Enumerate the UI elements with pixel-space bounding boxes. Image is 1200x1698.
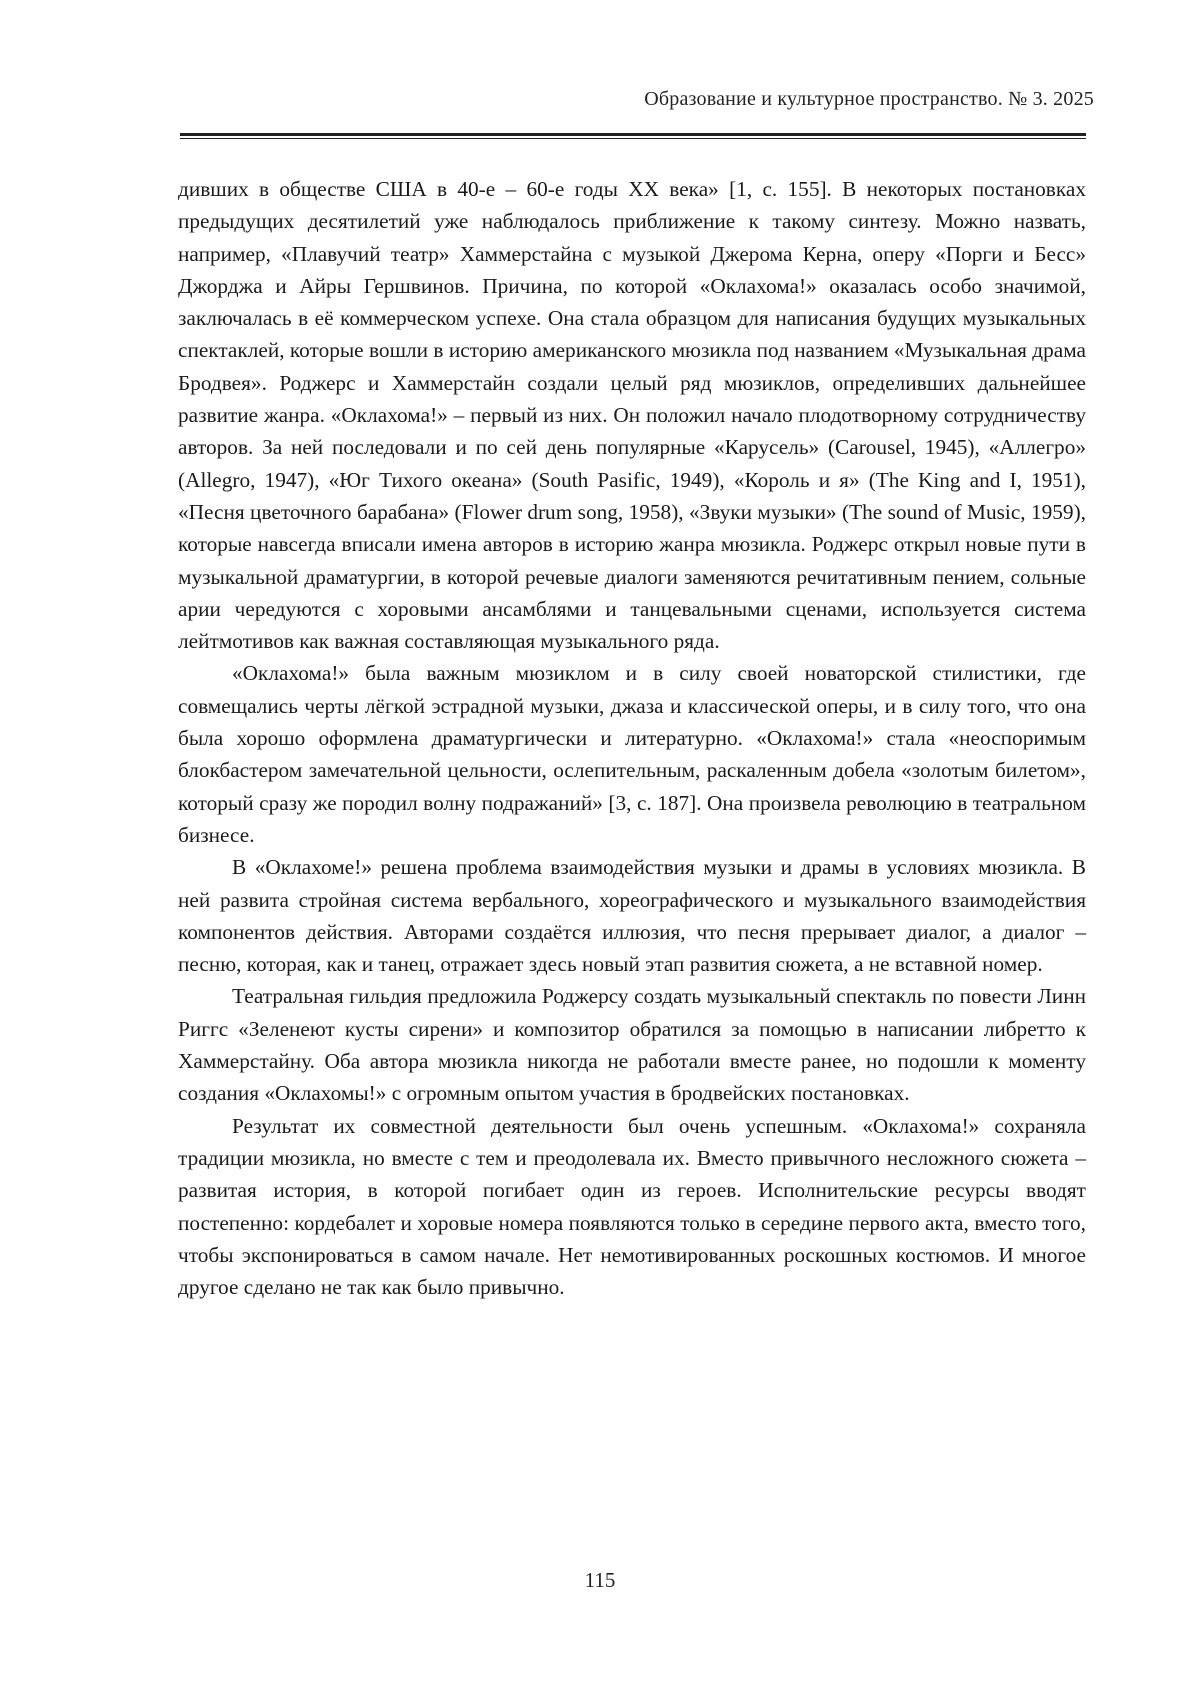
running-head: Образование и культурное пространство. № 3. 2025 bbox=[644, 88, 1094, 110]
paragraph-continuation: дивших в обществе США в 40-е – 60-е годы XX века» [1, с. 155]. В некоторых постановках предыдущих десятилетий уже наблюдалось приближение к такому синтезу. Можно назвать, например, «Плавучий театр» Хаммерстайна с музыкой Джерома Керна, оперу «Порги и Бесс» Джорджа и Айры Гершвинов. Причина, по которой «Оклахома!» оказалась особо значимой, заключалась в её коммерческом успехе. Она стала образцом для написания будущих музыкальных спектаклей, которые вошли в историю американского мюзикла под названием «Музыкальная драма Бродвея». Роджерс и Хаммерстайн создали целый ряд мюзиклов, определивших дальнейшее развитие жанра. «Оклахома!» – первый из них. Он положил начало плодотворному сотрудничеству авторов. За ней последовали и по сей день популярные «Карусель» (Carousel, 1945), «Аллегро» (Allegro, 1947), «Юг Тихого океана» (South Pasific, 1949), «Король и я» (The King and I, 1951), «Песня цветочного барабана» (Flower drum song, 1958), «Звуки музыки» (The sound of Music, 1959), которые навсегда вписали имена авторов в историю жанра мюзикла. Роджерс открыл новые пути в музыкальной драматургии, в которой речевые диалоги заменяются речитативным пением, сольные арии чередуются с хоровыми ансамблями и танцевальными сценами, используется система лейтмотивов как важная составляющая музыкального ряда. bbox=[178, 177, 1086, 654]
header-rule-thick bbox=[180, 133, 1086, 136]
header-rule-thin bbox=[180, 138, 1086, 139]
paragraph: Результат их совместной деятельности был очень успешным. «Оклахома!» сохраняла традиции мюзикла, но вместе с тем и преодолевала их. Вместо привычного несложного сюжета – развитая история, в которой погибает один из героев. Исполнительские ресурсы вводят постепенно: кордебалет и хоровые номера появляются только в середине первого акта, вместо того, чтобы экспонироваться в самом начале. Нет немотивированных роскошных костюмов. И многое другое сделано не так как было привычно. bbox=[178, 1113, 1086, 1300]
paragraph: Театральная гильдия предложила Роджерсу создать музыкальный спектакль по повести Линн Риггс «Зеленеют кусты сирени» и композитор обратился за помощью в написании либретто к Хаммерстайну. Оба автора мюзикла никогда не работали вместе ранее, но подошли к моменту создания «Оклахомы!» с огромным опытом участия в бродвейских постановках. bbox=[178, 984, 1086, 1106]
article-body bbox=[178, 173, 1086, 1303]
paragraph: «Оклахома!» была важным мюзиклом и в силу своей новаторской стилистики, где совмещались черты лёгкой эстрадной музыки, джаза и классической оперы, и в силу того, что она была хорошо оформлена драматургически и литературно. «Оклахома!» стала «неоспоримым блокбастером замечательной цельности, ослепительным, раскаленным добела «золотым билетом», который сразу же породил волну подражаний» [3, с. 187]. Она произвела революцию в театральном бизнесе. bbox=[178, 661, 1086, 847]
paragraph: В «Оклахоме!» решена проблема взаимодействия музыки и драмы в условиях мюзикла. В ней развита стройная система вербального, хореографического и музыкального взаимодействия компонентов действия. Авторами создаётся иллюзия, что песня прерывает диалог, а диалог – песню, которая, как и танец, отражает здесь новый этап развития сюжета, а не вставной номер. bbox=[178, 855, 1086, 977]
page-number: 115 bbox=[584, 1568, 616, 1592]
